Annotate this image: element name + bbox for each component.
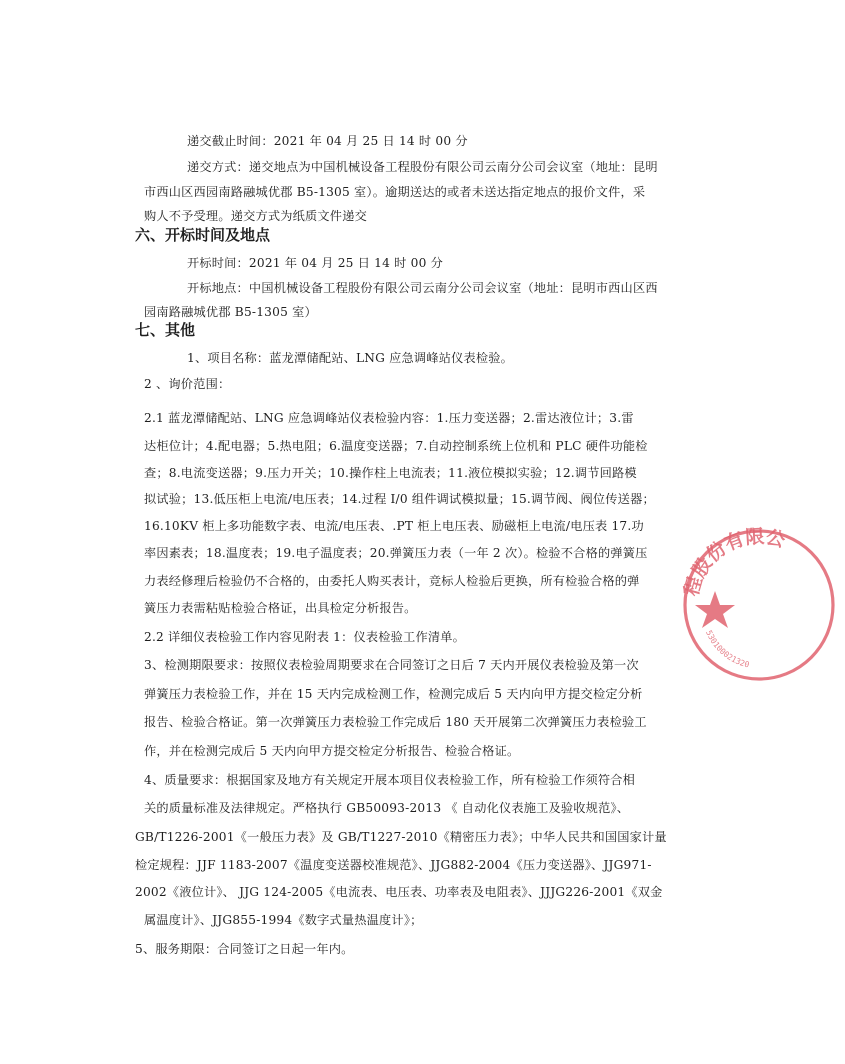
section-6-heading: 六、开标时间及地点: [135, 226, 271, 244]
bid-opening-time: 开标时间：2021 年 04 月 25 日 14 时 00 分: [187, 256, 443, 270]
quality-requirement-line: 4、质量要求：根据国家及地方有关规定开展本项目仪表检验工作，所有检验工作须符合相: [144, 773, 636, 787]
inspection-period-line: 作，并在检测完成后 5 天内向甲方提交检定分析报告、检验合格证。: [144, 744, 520, 758]
submission-method-line-1: 递交方式：递交地点为中国机械设备工程股份有限公司云南分公司会议室（地址：昆明: [187, 160, 658, 174]
inspection-period-line: 3、检测期限要求：按照仪表检验周期要求在合同签订之日后 7 天内开展仪表检验及第一次: [144, 658, 639, 672]
seal-text: 程股份有限公: [680, 525, 788, 599]
quality-requirement-line: 检定规程：JJF 1183-2007《温度变送器校准规范》、JJG882-2004《压力变送器》、JJG971-: [135, 858, 652, 872]
scope-2-1-line: 簧压力表需粘贴检验合格证，出具检定分析报告。: [144, 601, 417, 615]
scope-2-1-line: 2.1 蓝龙潭储配站、LNG 应急调峰站仪表检验内容：1.压力变送器；2.雷达液位计；3.雷: [144, 411, 634, 425]
submission-method-line-3: 购人不予受理。递交方式为纸质文件递交: [144, 209, 367, 223]
inquiry-scope-label: 2 、询价范围：: [144, 377, 231, 391]
submission-method-line-2: 市西山区西园南路融城优郡 B5-1305 室）。逾期送达的或者未送达指定地点的报价文件，采: [144, 185, 646, 199]
bid-opening-place-line-2: 园南路融城优郡 B5-1305 室）: [144, 305, 317, 319]
submission-deadline: 递交截止时间：2021 年 04 月 25 日 14 时 00 分: [187, 134, 468, 148]
svg-text:程股份有限公: [679, 526, 788, 599]
inspection-period-line: 报告、检验合格证。第一次弹簧压力表检验工作完成后 180 天开展第二次弹簧压力表检验工: [144, 715, 647, 729]
quality-requirement-line: 关的质量标准及法律规定。严格执行 GB50093-2013 《 自动化仪表施工及验收规范》、: [144, 801, 630, 815]
service-period: 5、服务期限：合同签订之日起一年内。: [135, 942, 354, 956]
project-name: 1、项目名称：蓝龙潭储配站、LNG 应急调峰站仪表检验。: [187, 351, 514, 365]
inspection-period-line: 弹簧压力表检验工作，并在 15 天内完成检测工作，检测完成后 5 天内向甲方提交检定分析: [144, 687, 643, 701]
quality-requirement-line: 2002《液位计》、 JJG 124-2005《电流表、电压表、功率表及电阻表》、JJJG226-2001《双金: [135, 885, 663, 899]
scope-2-1-line: 拟试验；13.低压柜上电流/电压表；14.过程 I/0 组件调试模拟量；15.调节阀、阀位传送器；: [144, 492, 655, 506]
bid-opening-place-line-1: 开标地点：中国机械设备工程股份有限公司云南分公司会议室（地址：昆明市西山区西: [187, 281, 658, 295]
seal-graphic: [675, 525, 845, 685]
scope-2-2: 2.2 详细仪表检验工作内容见附表 1：仪表检验工作清单。: [144, 630, 465, 644]
scope-2-1-line: 率因素表；18.温度表；19.电子温度表；20.弹簧压力表（一年 2 次）。检验不合格的弹簧压: [144, 546, 648, 560]
scope-2-1-line: 达柜位计；4.配电器；5.热电阻；6.温度变送器；7.自动控制系统上位机和 PLC 硬件功能检: [144, 439, 648, 453]
quality-requirement-line: GB/T1226-2001《一般压力表》及 GB/T1227-2010《精密压力表》；中华人民共和国国家计量: [135, 830, 667, 844]
scope-2-1-line: 查；8.电流变送器；9.压力开关；10.操作柱上电流表；11.液位模拟实验；12.调节回路模: [144, 466, 637, 480]
scope-2-1-line: 力表经修理后检验仍不合格的，由委托人购买表计，竞标人检验后更换，所有检验合格的弹: [144, 574, 640, 588]
company-seal: [675, 525, 788, 685]
section-7-heading: 七、其他: [135, 321, 196, 339]
quality-requirement-line: 属温度计》、JJG855-1994《数字式量热温度计》；: [144, 913, 423, 927]
scope-2-1-line: 16.10KV 柜上多功能数字表、电流/电压表、.PT 柜上电压表、励磁柜上电流/电压表 17.功: [144, 519, 644, 533]
seal-code: 530100021320: [704, 628, 751, 670]
